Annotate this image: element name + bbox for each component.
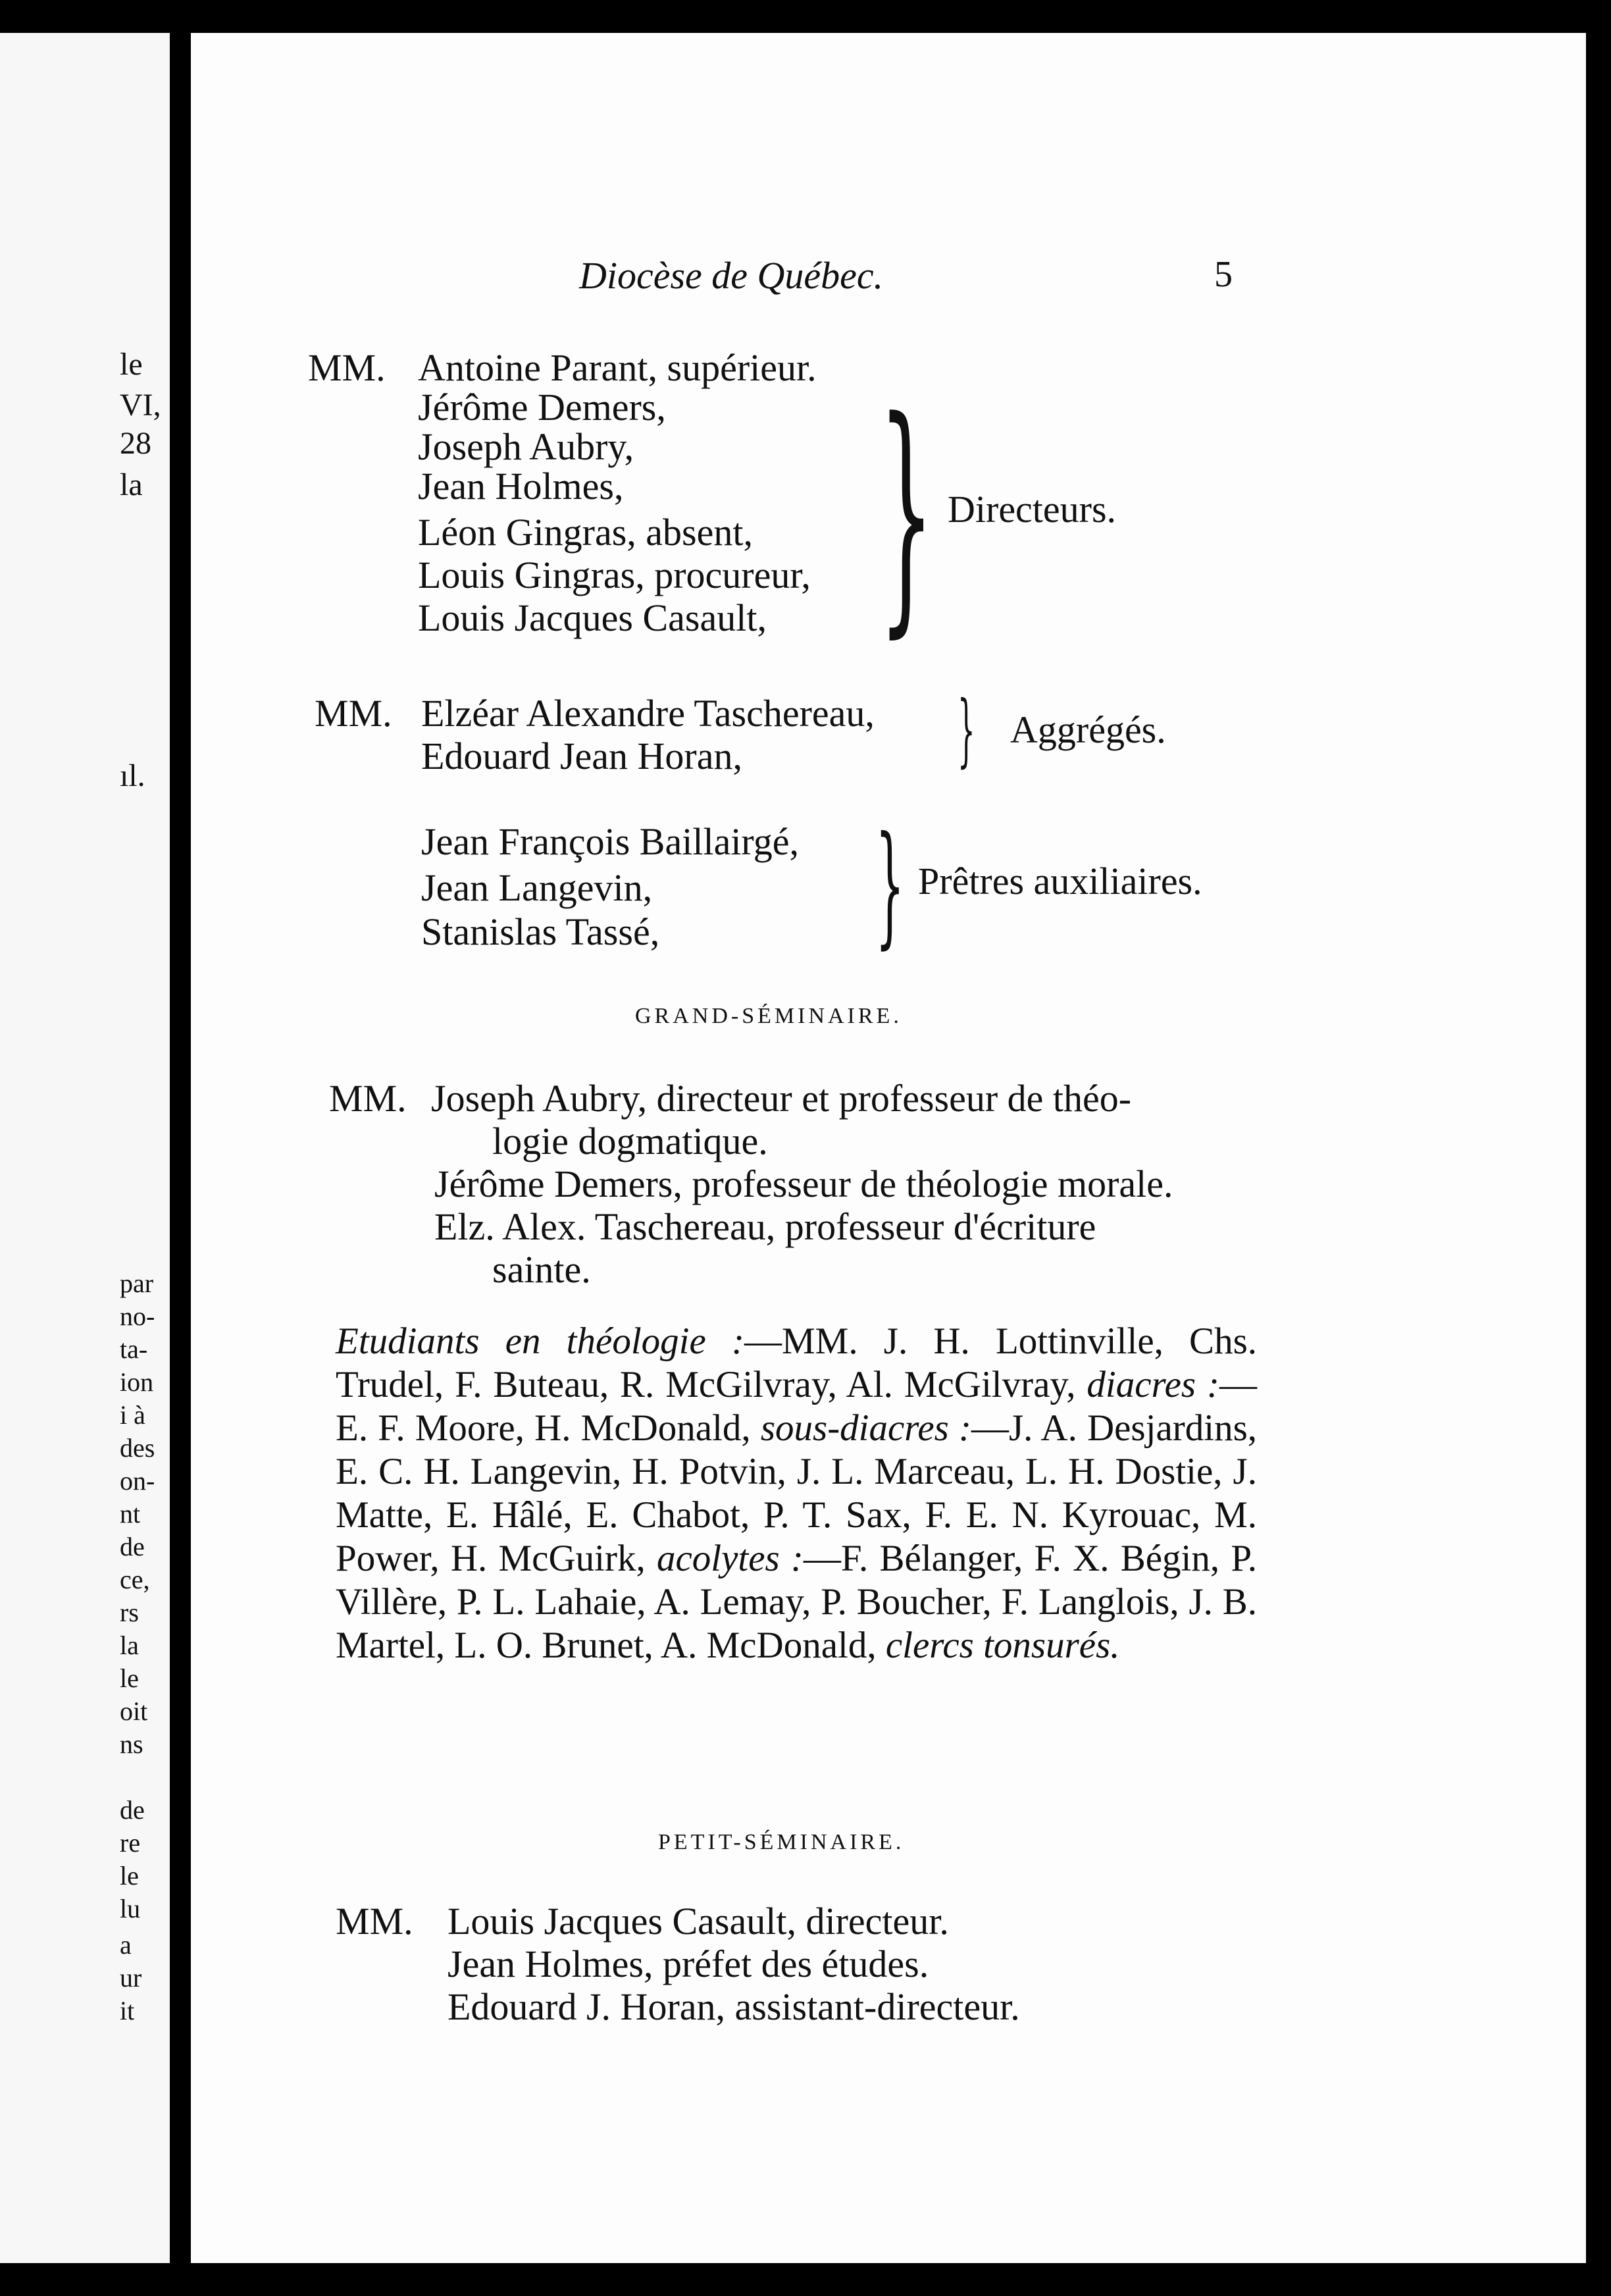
group-label: Aggrégés.	[1010, 708, 1166, 751]
mm-prefix: MM.	[329, 1077, 407, 1120]
name-line: Joseph Aubry,	[418, 425, 634, 468]
left-fragment: a	[120, 1930, 132, 1960]
name-line: Jean François Baillairgé,	[421, 820, 799, 863]
left-fragment: nt	[120, 1499, 141, 1528]
mm-prefix: MM.	[315, 692, 392, 735]
left-fragment: de	[120, 1795, 145, 1825]
left-fragment: la	[120, 467, 143, 502]
entry-line: Jérôme Demers, professeur de théologie morale.	[434, 1162, 1173, 1205]
left-fragment: ns	[120, 1729, 143, 1759]
left-fragment: ur	[120, 1963, 142, 1993]
italic-lead: Etudiants en théologie :	[336, 1320, 744, 1362]
left-fragment: VI,	[120, 388, 161, 423]
right-brace: }	[879, 367, 934, 659]
left-fragment: re	[120, 1828, 141, 1858]
left-fragment: i à	[120, 1400, 145, 1430]
italic-term: sous-diacres :	[760, 1407, 971, 1449]
left-fragment: 28	[120, 426, 151, 461]
group-label: Directeurs.	[948, 488, 1117, 531]
mm-prefix: MM.	[336, 1900, 413, 1943]
entry-line: Elz. Alex. Taschereau, professeur d'écriture	[434, 1205, 1096, 1248]
name-line: Jean Langevin,	[421, 866, 653, 909]
italic-term: clercs tonsurés.	[885, 1625, 1120, 1666]
italic-term: diacres :	[1087, 1364, 1219, 1405]
left-fragment: par	[120, 1268, 154, 1298]
name-line: Edouard Jean Horan,	[421, 735, 742, 777]
left-fragment: rs	[120, 1598, 139, 1627]
name-line: Jean Holmes,	[418, 465, 624, 508]
entry-line: Joseph Aubry, directeur et professeur de théo-	[431, 1077, 1132, 1120]
left-fragment: no-	[120, 1301, 155, 1331]
etudiants-paragraph	[336, 1320, 1257, 1667]
left-fragment: lu	[120, 1894, 141, 1923]
group-label: Prêtres auxiliaires.	[918, 860, 1202, 902]
entry-line: sainte.	[492, 1248, 591, 1291]
left-fragment: it	[120, 1996, 135, 2025]
left-fragment: la	[120, 1631, 139, 1660]
left-fragment: le	[120, 347, 143, 382]
left-fragment: oit	[120, 1696, 148, 1726]
text-run: —F. Bélanger, F. X. Bégin, P. Villère, P. L. Lahaie, A. Lemay, P. Boucher, F. Langlois, J. B. Martel, L. O. Brunet, A. McDonald,	[336, 1538, 1257, 1666]
left-fragment: ıl.	[120, 758, 145, 793]
text-run: —J. A. Desjardins, E. C. H. Langevin, H. Potvin, J. L. Marceau, L. H. Dostie, J. Matte, E. Hâlé, E. Chabot, P. T. Sax, F. E. N. Kyrouac, M. Power, H. McGuirk,	[336, 1407, 1257, 1579]
entry-line: logie dogmatique.	[492, 1120, 768, 1162]
left-fragment: ce,	[120, 1565, 150, 1594]
name-line: Léon Gingras, absent,	[418, 511, 753, 554]
text-run: —MM. J. H. Lottinville, Chs. Trudel, F. Buteau, R. McGilvray, Al. McGilvray,	[336, 1320, 1258, 1405]
left-fragment: ta-	[120, 1334, 148, 1364]
italic-term: acolytes :	[656, 1538, 804, 1579]
name-line: Elzéar Alexandre Taschereau,	[421, 692, 875, 735]
page-number: 5	[1214, 254, 1233, 295]
left-page-edge	[0, 33, 172, 2263]
left-fragment: le	[120, 1861, 139, 1891]
section-heading: PETIT-SÉMINAIRE.	[658, 1830, 905, 1854]
section-heading: GRAND-SÉMINAIRE.	[635, 1004, 902, 1028]
name-line: Stanislas Tassé,	[421, 910, 660, 953]
name-line: Louis Gingras, procureur,	[418, 554, 811, 596]
name-line: Antoine Parant, supérieur.	[418, 346, 817, 389]
left-fragment: on-	[120, 1466, 155, 1496]
left-fragment: le	[120, 1663, 139, 1693]
right-brace: }	[875, 808, 905, 962]
left-fragment: de	[120, 1532, 145, 1561]
name-line: Louis Jacques Casault,	[418, 596, 767, 639]
page-gutter	[170, 33, 183, 2263]
text-run: —E. F. Moore, H. McDonald,	[336, 1364, 1257, 1449]
running-header: Diocèse de Québec.	[579, 254, 884, 297]
entry-line: Edouard J. Horan, assistant-directeur.	[448, 1985, 1020, 2028]
right-brace: }	[958, 685, 975, 776]
entry-line: Jean Holmes, préfet des études.	[448, 1943, 929, 1985]
left-fragment: des	[120, 1433, 155, 1463]
left-fragment: ion	[120, 1367, 154, 1397]
entry-line: Louis Jacques Casault, directeur.	[448, 1900, 949, 1943]
mm-prefix: MM.	[308, 346, 386, 389]
name-line: Jérôme Demers,	[418, 386, 666, 429]
